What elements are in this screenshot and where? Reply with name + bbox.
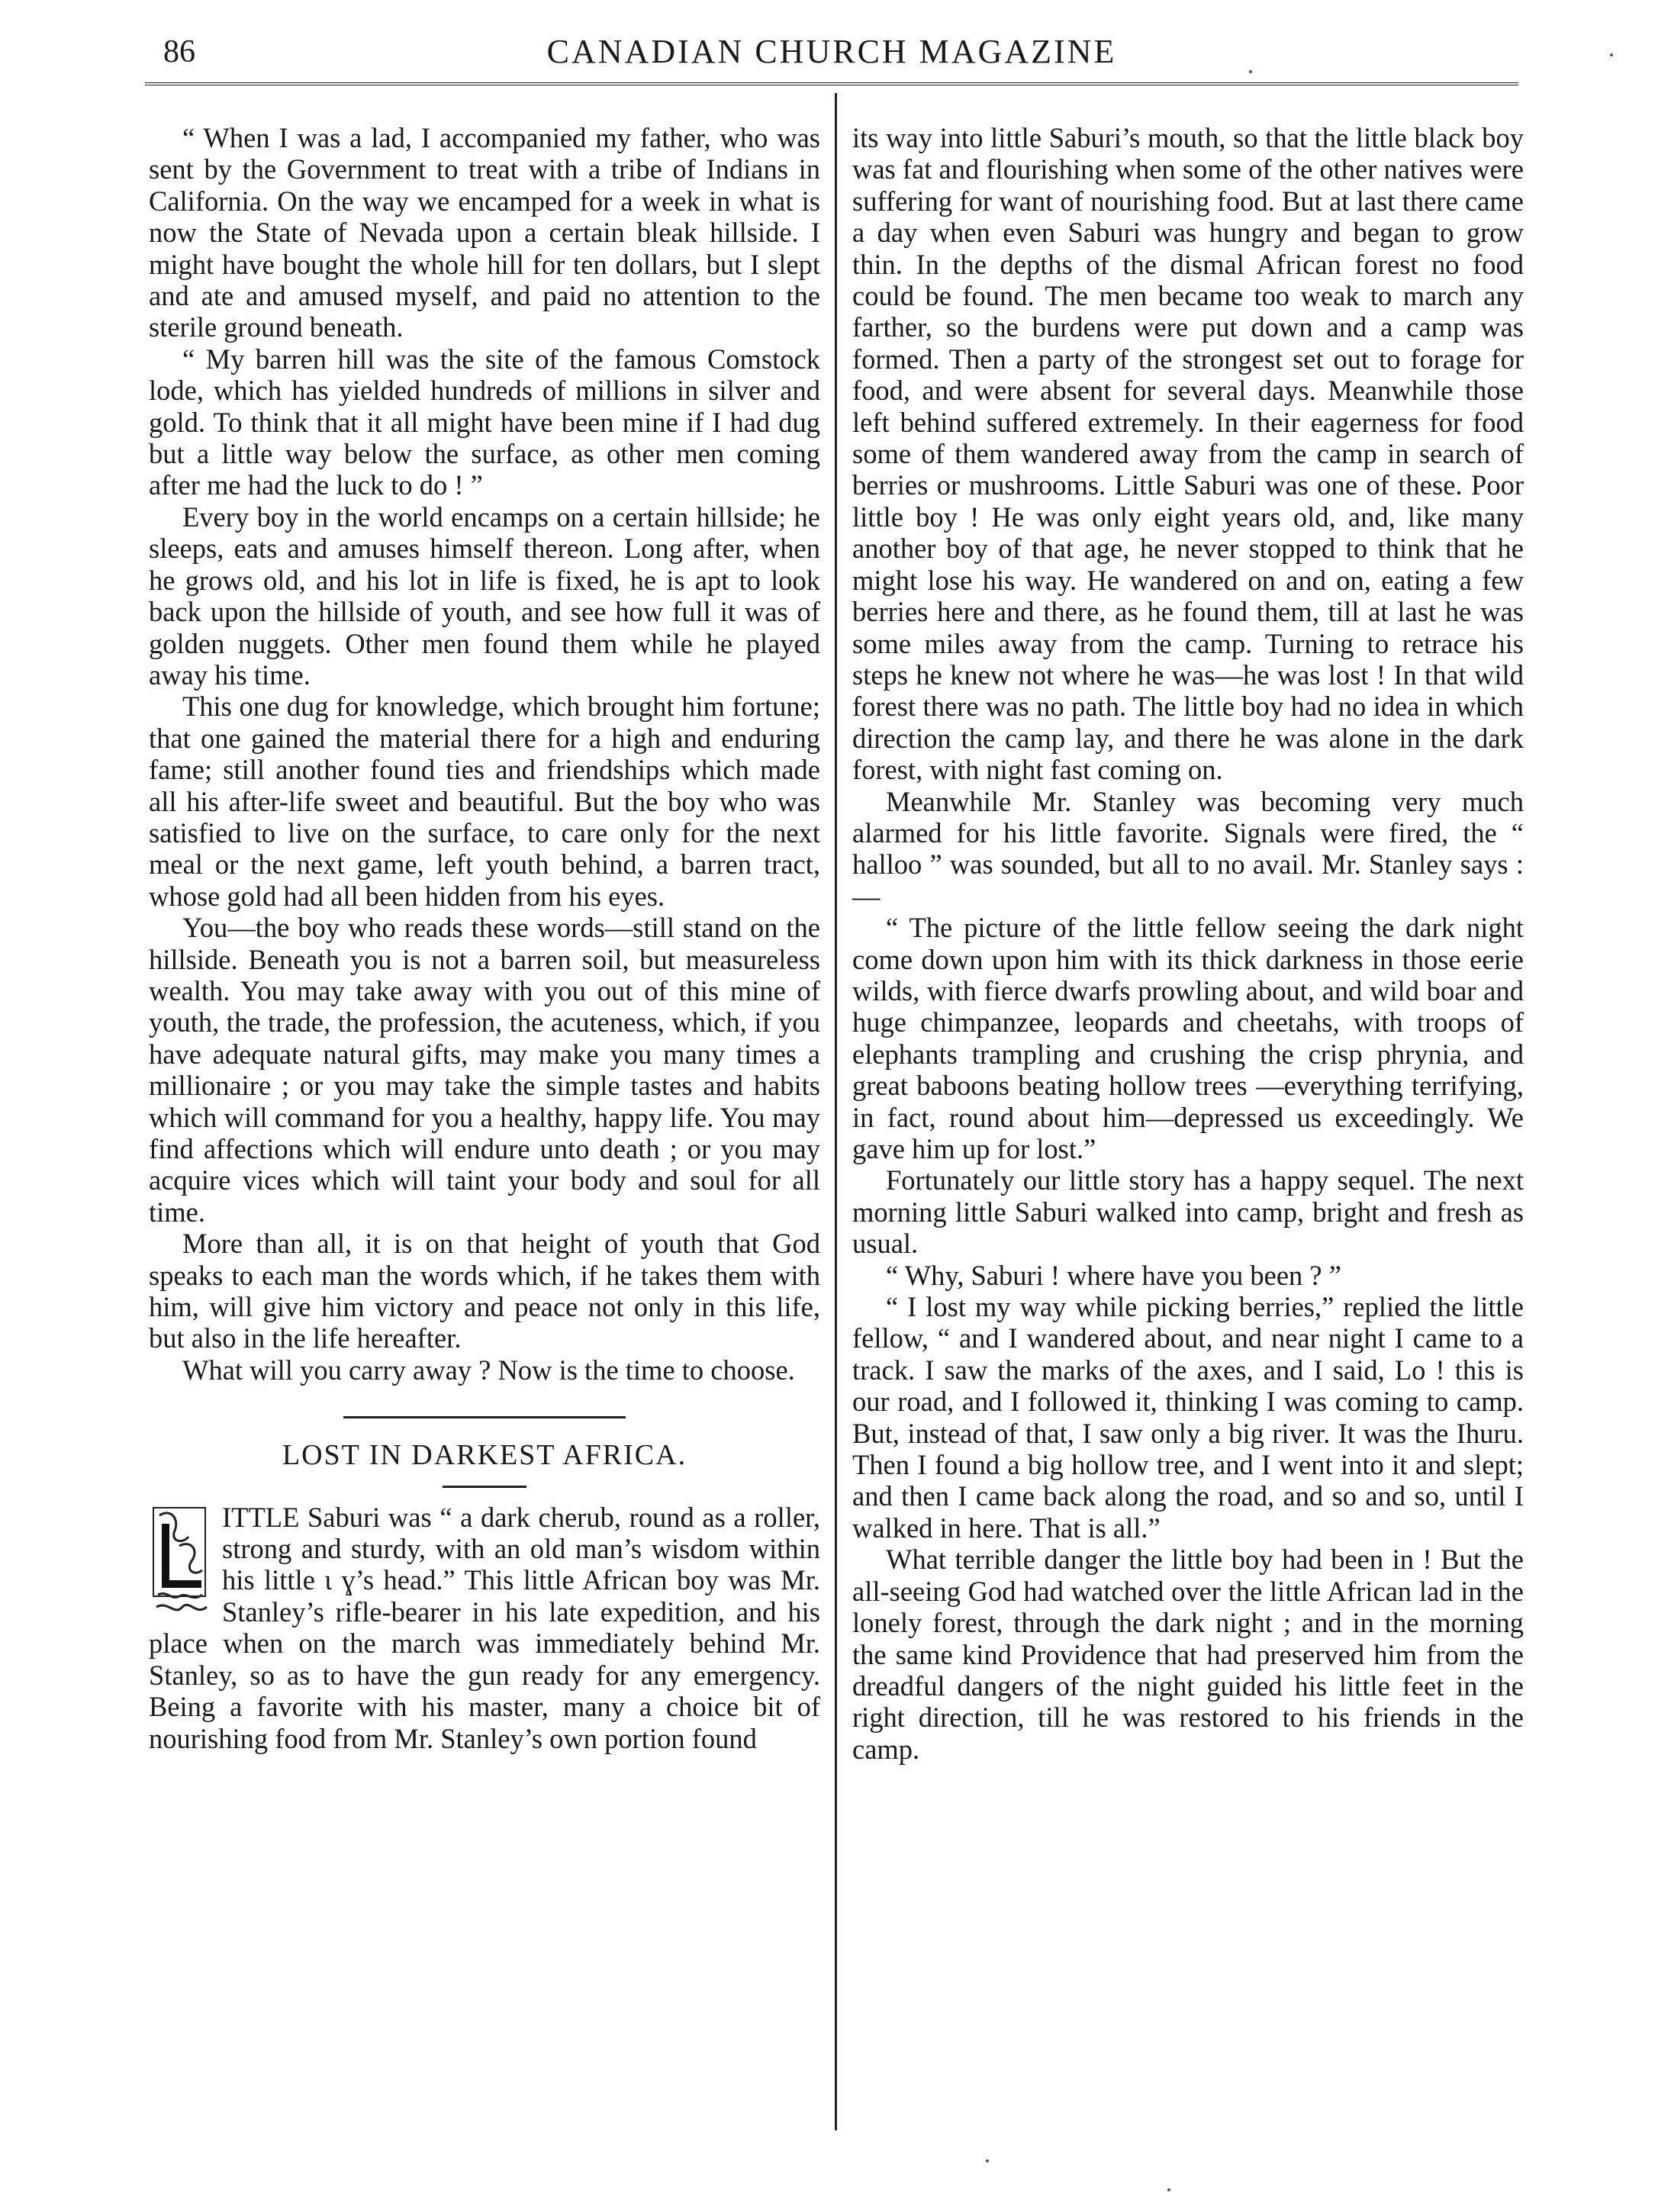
section-separator	[343, 1416, 626, 1418]
paragraph: Meanwhile Mr. Stanley was becoming very much alarmed for his little favorite. Signals were fired, the “ halloo ” was sounded, but all to no avail. Mr. Stanley says :—	[852, 785, 1524, 912]
left-column	[149, 122, 820, 1754]
speck	[1167, 2188, 1170, 2191]
paragraph: Every boy in the world encamps on a certain hillside; he sleeps, eats and amuses himself thereon. Long after, when he grows old, and his lot in life is fixed, he is apt to look back upon the hillside of youth, and see how full it was of golden nuggets. Other men found them while he played away his time.	[149, 501, 820, 691]
story-opening-text: ITTLE Saburi was “ a dark cherub, round as a roller, strong and sturdy, with an old man’s wisdom within his little ɩ ɣ’s head.” This little African boy was Mr. Stanley’s rifle-bearer in his late expedition, and his place when on the march was immediately behind Mr. Stanley, so as to have the gun ready for any emergency. Being a favorite with his master, many a choice bit of nourishing food from Mr. Stanley’s own portion found	[149, 1501, 820, 1754]
speck	[986, 2159, 989, 2162]
page-number: 86	[163, 34, 195, 69]
paragraph: This one dug for knowledge, which brought him fortune; that one gained the material there for a high and enduring fame; still another found ties and friendships which made all his after-life sweet and beautiful. But the boy who was satisfied to live on the surface, to care only for the next meal or the next game, left youth behind, a barren tract, whose gold had all been hidden from his eyes.	[149, 691, 820, 912]
drop-cap-letter	[0, 1346, 1, 1354]
paragraph: You—the boy who reads these words—still stand on the hillside. Beneath you is not a barren soil, but measureless wealth. You may take away with you out of this mine of youth, the trade, the profession, the acuteness, which, if you have adequate natural gifts, may make you many times a millionaire ; or you may take the simple tastes and habits which will command for you a healthy, happy life. You may find affections which will endure unto death ; or you may acquire vices which will taint your body and soul for all time.	[149, 912, 820, 1228]
speck	[1610, 53, 1613, 56]
paragraph: “ Why, Saburi ! where have you been ? ”	[886, 1259, 1341, 1291]
right-column	[852, 122, 1524, 1765]
quote-paragraph: “ The picture of the little fellow seeing the dark night come down upon him with its thick darkness in those eerie wilds, with fierce dwarfs prowling about, and wild boar and huge chimpanzee, leopards and cheetahs, with troops of elephants trampling and crushing the crisp phrynia, and great baboons beating hollow trees —everything terrifying, in fact, round about him—depressed us exceedingly. We gave him up for lost.”	[852, 912, 1524, 1164]
story-opening-paragraph	[149, 1502, 820, 1754]
page-header	[153, 29, 1511, 82]
paragraph: What terrible danger the little boy had been in ! But the all-seeing God had watched over the little African lad in the lonely forest, through the dark night ; and in the morning the same kind Providence that had preserved him from the dreadful dangers of the night guided his little feet in the right direction, till he was restored to his friends in the camp.	[852, 1544, 1524, 1765]
section-title: LOST IN DARKEST AFRICA.	[282, 1439, 687, 1472]
speck	[1249, 70, 1252, 73]
paragraph: What will you carry away ? Now is the time to choose.	[182, 1354, 795, 1386]
column-divider	[835, 93, 837, 2130]
paragraph: its way into little Saburi’s mouth, so that the little black boy was fat and flourishing when some of the other natives were suffering for want of nourishing food. But at last there came a day when even Saburi was hungry and began to grow thin. In the depths of the dismal African forest no food could be found. The men became too weak to march any farther, so the burdens were put down and a camp was formed. Then a party of the strongest set out to forage for food, and were absent for several days. Meanwhile those left behind suffered extremely. In their eagerness for food some of them wandered away from the camp in search of berries or mushrooms. Little Saburi was one of these. Poor little boy ! He was only eight years old, and, like many another boy of that age, he never stopped to think that he might lose his way. He wandered on and on, eating a few berries here and there, as he found them, till at last he was some miles away from the camp. Turning to retrace his steps he knew not where he was—he was lost ! In that wild forest there was no path. The little boy had no idea in which direction the camp lay, and there he was alone in the dark forest, with night fast coming on.	[852, 122, 1524, 786]
paragraph: “ My barren hill was the site of the famous Comstock lode, which has yielded hundreds of millions in silver and gold. To think that it all might have been mine if I had dug but a little way below the surface, as other men coming after me had the luck to do ! ”	[149, 343, 820, 501]
drop-cap-l	[149, 1505, 211, 1621]
running-title: CANADIAN CHURCH MAGAZINE	[546, 33, 1117, 70]
title-underline	[443, 1486, 526, 1488]
header-rule	[145, 82, 1518, 85]
paragraph: “ I lost my way while picking berries,” replied the little fellow, “ and I wandered about, and near night I came to a track. I saw the marks of the axes, and I said, Lo ! this is our road, and I followed it, thinking I was coming to camp. But, instead of that, I saw only a big river. It was the Ihuru. Then I found a big hollow tree, and I went into it and slept; and then I came back along the road, and so and so, until I walked in here. That is all.”	[852, 1291, 1524, 1544]
paragraph: More than all, it is on that height of youth that God speaks to each man the words which, if he takes them with him, will give him victory and peace not only in this life, but also in the life hereafter.	[149, 1228, 820, 1354]
paragraph: “ When I was a lad, I accompanied my father, who was sent by the Government to treat with a tribe of Indians in California. On the way we encamped for a week in what is now the State of Nevada upon a certain bleak hillside. I might have bought the whole hill for ten dollars, but I slept and ate and amused myself, and paid no attention to the sterile ground beneath.	[149, 122, 820, 343]
paragraph: Fortunately our little story has a happy sequel. The next morning little Saburi walked into camp, bright and fresh as usual.	[852, 1164, 1524, 1260]
